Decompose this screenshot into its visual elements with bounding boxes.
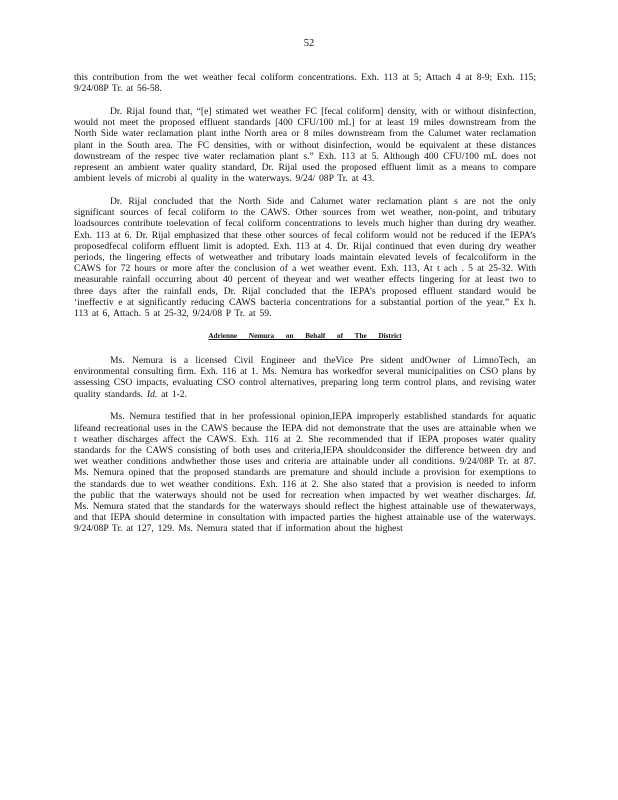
paragraph-rijal-concluded: Dr. Rijal concluded that the North Side and Calumet water reclamation plant s are not the only significant sources of fecal coliform to the CAWS. Other sources from wet weather, non-point, and tributary loadsources contribute toelevation of fecal coliform concentrations to levels much higher than during dry weather. Exh. 113 at 6. Dr. Rijal emphasized that these other sources of fecal coliform would not be reduced if the IEPA’s proposedfecal coliform effluent limit is adopted. Exh. 113 at 4. Dr. Rijal continued that even during dry weather periods, the lingering effects of wetweather and tributary loads maintain elevated levels of fecalcoliform in the CAWS for 72 hours or more after the conclusion of a wet weather event. Exh. 113, At t ach . 5 at 25-32. With measurable rainfall occurring about 40 percent of theyear and wet weather effects lingering for at least two to three days after the rainfall ends, Dr. Rijal concluded that the IEPA’s proposed effluent standard would be ‘ineffectiv e at significantly reducing CAWS bacteria concentrations for a substantial portion of the year.” Ex h. 113 at 6, Attach. 5 at 25-32, 9/24/08 P Tr. at 59. [74,196,536,320]
paragraph-text: Ms. Nemura stated that the standards for the waterways should reflect the highest attainable use of thewaterways, and that IEPA should determine in consultation with impacted parties the highest attainable use of the waterways. 9/24/08P Tr. at 127, 129. Ms. Nemura stated that if information about the highest [74,501,536,535]
body-text [74,72,536,546]
paragraph-text: Ms. Nemura is a licensed Civil Engineer and theVice Pre sident andOwner of LimnoTech, an environmental consulting firm. Exh. 116 at 1. Ms. Nemura has workedfor several municipalities on CSO plans by assessing CSO impacts, evaluating CSO control alternatives, preparing long term control plans, and revising water quality standards. [74,355,536,400]
paragraph-nemura-testimony [74,411,536,534]
citation-id: Id. [525,489,536,501]
paragraph-continuation: this contribution from the wet weather fecal coliform concentrations. Exh. 113 at 5; Attach 4 at 8-9; Exh. 115; 9/24/08P Tr. at 56-58. [74,72,536,95]
paragraph-rijal-found: Dr. Rijal found that, “[e] stimated wet weather FC [fecal coliform] density, with or without disinfection, would not meet the proposed effluent standards [400 CFU/100 mL] for at least 19 miles downstream from the North Side water reclamation plant inthe North area or 8 miles downstream from the Calumet water reclamation plant in the South area. The FC densities, with or without disinfection, would be equivalent at these distances downstream of the respec tive water reclamation plant s.” Exh. 113 at 5. Although 400 CFU/100 mL does not represent an ambient water quality standard, Dr. Rijal used the proposed effluent limit as a means to compare ambient levels of microbi al quality in the waterways. 9/24/ 08P Tr. at 43. [74,106,536,185]
page-number: 52 [303,38,315,49]
paragraph-text: at 1-2. [161,388,188,400]
section-heading: Adrienne Nemura on Behalf of The District [208,331,402,340]
citation-id: Id. [146,388,158,400]
paragraph-nemura-credentials [74,355,536,400]
paragraph-text: Ms. Nemura testified that in her professional opinion,IEPA improperly established standards for aquatic lifeand recreational uses in the CAWS because the IEPA did not demonstrate that the uses are attainable when we t weather discharges affect the CAWS. Exh. 116 at 2. She recommended that if IEPA proposes water quality standards for the CAWS consisting of both uses and criteria,IEPA shouldconsider the difference between dry and wet weather conditions andwhether those uses and criteria are attainable under all conditions. 9/24/08P Tr. at 87. Ms. Nemura opined that the proposed standards are premature and should include a provision for exemptions to the standards due to wet weather conditions. Exh. 116 at 2. She also stated that a provision is needed to inform the public that the waterways should not be used for recreation when impacted by wet weather discharges. [74,411,536,501]
